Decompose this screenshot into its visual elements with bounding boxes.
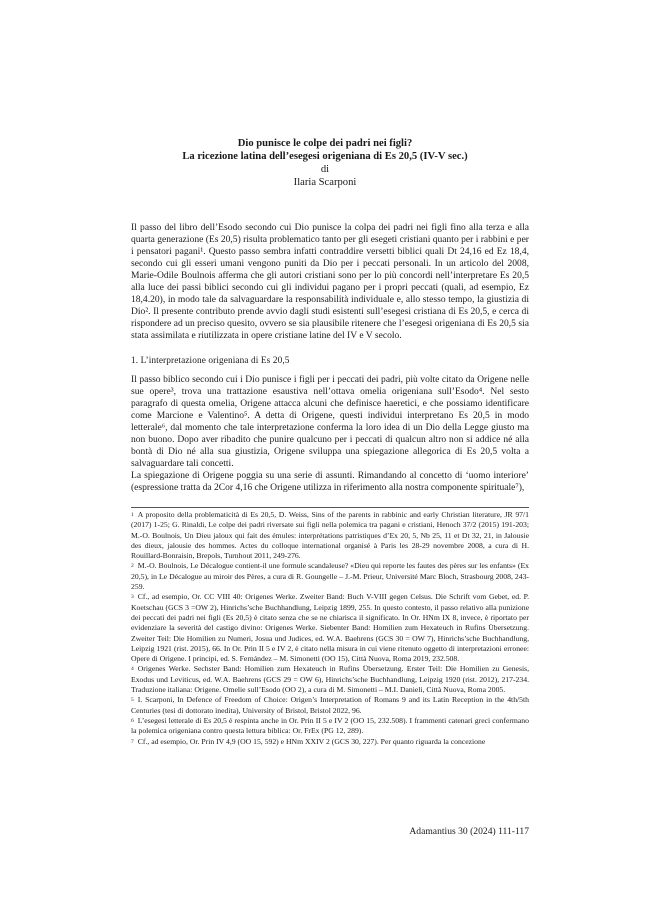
footnote — [131, 695, 529, 716]
footnote-number: 6 — [131, 717, 134, 724]
footnote-number: 4 — [131, 666, 134, 673]
footnote-number: 1 — [131, 512, 134, 518]
section-body — [131, 374, 529, 494]
footnote — [131, 664, 529, 695]
footnote-text: Cf., ad esempio, Or. CC VIII 40: Origenes Werke. Zweiter Band: Buch V-VIII gegen Celsus. Die Schrift vom Gebet, ed. P. Koetschau (GCS 3 =OW 2), Hinrichs’sche Buchhandlung, Leipzig 1899, 255. In questo contesto, il passo relativo alla punizione dei peccati dei padri nei figli (Es 20,5) è citato senza che se ne chiarisca il significato. In Or. HNm IX 8, invece, è riportato per evidenziare la severità del castigo divino: Origenes Werke. Siebenter Band: Homilien zum Hexateuch in Rufins Übersetzung. Zweiter Teil: Die Homilien zu Numeri, Josua und Judices, ed. W.A. Baehrens (GCS 30 = OW 7), Hinrichs’sche Buchhandlung, Leipzig 1921 (rist. 2015), 66. In Or. Prin II 5 e IV 2, è citato nella misura in cui viene ritenuto oggetto di interpretazioni erronee: Opere di Origene. I principi, ed. S. Fernández – M. Simonetti (OO 15), Città Nuova, Roma 2019, 232.508. — [131, 592, 529, 664]
footnote — [131, 510, 529, 561]
footnote-text: M.-O. Boulnois, Le Décalogue contient-il une formule scandaleuse? «Dieu qui reporte les fautes des pères sur les enfants» (Ex 20,5), in Le Décalogue au miroir des Pères, a cura di R. Goungelle – J.-M. Prieur, Université Marc Bloch, Strasbourg 2008, 243-259. — [131, 561, 529, 592]
author-prefix: di — [320, 164, 330, 175]
footnote — [131, 592, 529, 664]
section-heading: 1. L’interpretazione origeniana di Es 20,5 — [131, 356, 290, 366]
title-block — [100, 138, 550, 189]
section-paragraph-2: La spiegazione di Origene poggia su una serie di assunti. Rimandando al concetto di ‘uomo interiore’ (espressione tratta da 2Cor 4,16 che Origene utilizza in riferimento alla nostra componente spirituale⁷), — [131, 469, 529, 493]
footnote-text: L’esegesi letterale di Es 20,5 è respinta anche in Or. Prin II 5 e IV 2 (OO 15, 232.508). I frammenti catenari greci confermano la polemica origeniana contro questa lettura biblica: Or. FrEx (PG 12, 289). — [131, 715, 529, 736]
footnote-number: 7 — [131, 738, 134, 745]
footnote-text: A proposito della problematicità di Es 20,5, D. Weiss, Sins of the parents in rabbinic and early Christian literature, JR 97/1 (2017) 1-25; G. Rinaldi, Le colpe dei padri riversate sui figli nella polemica tra pagani e cristiani, Henoch 37/2 (2015) 191-203; M.-O. Boulnois, Un Dieu jaloux qui fait des émules: interprétations patristiques d’Ex 20, 5, Nb 25, 11 et Dt 32, 21, in Jalousie des dieux, jalousie des hommes. Actes du colloque international organisé à Paris les 28-29 novembre 2008, a cura di H. Rouillard-Bonraisin, Brepols, Turnhout 2011, 249-276. — [131, 510, 529, 561]
author-name: Ilaria Scarponi — [293, 177, 357, 188]
intro-text: Il passo del libro dell’Esodo secondo cui Dio punisce la colpa dei padri nei figli fino alla terza e alla quarta generazione (Es 20,5) risulta problematico tanto per gli esegeti cristiani quanto per i rabbini e per i pensatori pagani¹. Questo passo sembra infatti contraddire versetti biblici quali Dt 24,16 ed Ez 18,4, secondo cui gli esseri umani vengono puniti da Dio per i peccati personali. In un articolo del 2008, Marie-Odile Boulnois afferma che gli autori cristiani sono per lo più concordi nell’interpretare Es 20,5 alla luce dei passi biblici secondo cui gli individui pagano per i propri peccati (quali, ad esempio, Ez 18,4.20), in modo tale da salvaguardare la responsabilità individuale e, allo stesso tempo, la giustizia di Dio². Il presente contributo prende avvio dagli studi esistenti sull’esegesi cristiana di Es 20,5, e cerca di rispondere ad un preciso quesito, ovvero se sia plausibile ritenere che l’esegesi origeniana di Es 20,5 sia stata assimilata e riutilizzata in opere cristiane latine del IV e V secolo. — [131, 222, 529, 341]
footnote-text: I. Scarponi, In Defence of Freedom of Choice: Origen’s Interpretation of Romans 9 and its Latin Reception in the 4th/5th Centuries (tesi di dottorato inedita), University of Bristol, Bristol 2022, 96. — [131, 695, 529, 715]
journal-citation: Adamantius 30 (2024) 111-117 — [409, 826, 529, 837]
article-subtitle: La ricezione latina dell’esegesi origeniana di Es 20,5 (IV-V sec.) — [182, 150, 468, 162]
article-title: Dio punisce le colpe dei padri nei figli? — [237, 138, 413, 149]
section-paragraph-1: Il passo biblico secondo cui i Dio punisce i figli per i peccati dei padri, più volte citato da Origene nelle sue opere³, trova una trattazione esaustiva nell’ottava omelia origeniana sull’Esodo⁴. Nel sesto paragrafo di questa omelia, Origene attacca alcuni che definisce haeretici, e che possiamo identificare come Marcione e Valentino⁵. A detta di Origene, questi individui interpretano Es 20,5 in modo letterale⁶, dal momento che tale interpretazione conferma la loro idea di un Dio della Legge giusto ma non buono. Dopo aver ribadito che punire qualcuno per i peccati di qualcun altro non si addice né alla bontà di Dio né alla sua giustizia, Origene sviluppa una spiegazione allegorica di Es 20,5 volta a salvaguardare tali concetti. — [131, 374, 529, 469]
footnote — [131, 561, 529, 592]
footnote-divider — [131, 507, 529, 508]
footnote-number: 3 — [131, 594, 134, 601]
footnotes — [131, 510, 529, 747]
footnote-text: Origenes Werke. Sechster Band: Homilien zum Hexateuch in Rufins Übersetzung. Erster Teil: Die Homilien zu Genesis, Exodus und Leviticus, ed. W.A. Baehrens (GCS 29 = OW 6), Hinrichs’sche Buchhandlung, Leipzig 1920 (rist. 2012), 217-234. Traduzione italiana: Origene. Omelie sull’Esodo (OO 2), a cura di M. Simonetti – M.I. Danieli, Città Nuova, Roma 2005. — [131, 664, 529, 695]
footnote-text: Cf., ad esempio, Or. Prin IV 4,9 (OO 15, 592) e HNm XXIV 2 (GCS 30, 227). Per quanto riguarda la concezione — [137, 736, 486, 746]
footnote-number: 5 — [131, 697, 134, 704]
footnote — [131, 716, 529, 737]
intro-paragraph — [131, 222, 529, 342]
footnote — [131, 737, 529, 747]
footnote-number: 2 — [131, 563, 134, 570]
